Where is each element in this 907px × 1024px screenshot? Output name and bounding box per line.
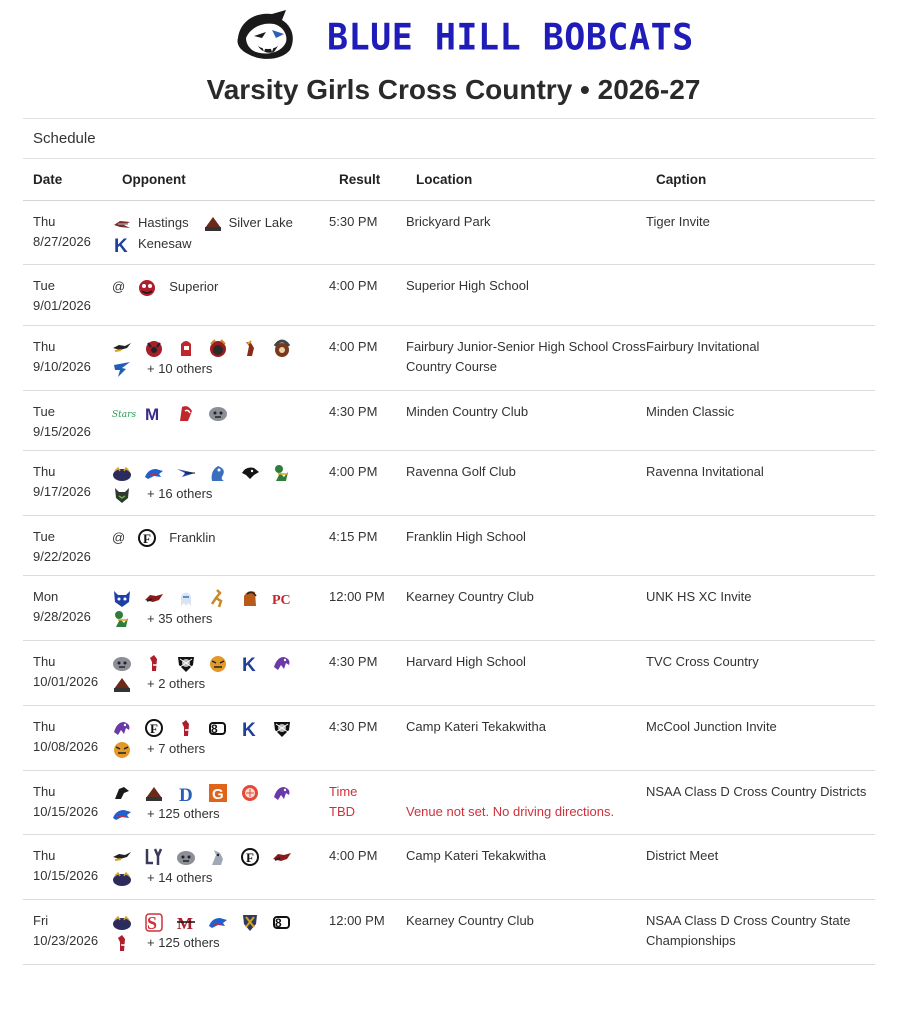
location-cell[interactable]: Franklin High School <box>406 529 526 544</box>
trojan-logo-icon[interactable] <box>240 588 260 608</box>
table-row[interactable] <box>23 835 875 900</box>
date-cell <box>23 391 112 450</box>
column-header-opponent: Opponent <box>122 172 186 187</box>
opponent-cell <box>112 451 329 515</box>
panther-black-logo-icon[interactable] <box>240 463 260 483</box>
column-header-result: Result <box>339 172 381 187</box>
result-time-label: Time <box>329 784 358 799</box>
opponent-line <box>112 911 329 932</box>
caption-cell: TVC Cross Country <box>646 654 759 669</box>
date-value: 8/27/2026 <box>33 233 91 249</box>
bearcat-logo-icon[interactable] <box>112 463 132 483</box>
bison-blue-logo-icon[interactable] <box>144 463 164 483</box>
warrior-head-red-logo-icon[interactable] <box>176 338 196 358</box>
svg-text:F: F <box>150 720 158 736</box>
result-cell: 4:30 PM <box>329 719 378 734</box>
column-header-caption: Caption <box>656 172 707 187</box>
silver-lake-logo-icon[interactable] <box>203 213 223 233</box>
caption-cell <box>646 265 875 325</box>
result-tbd-label: TBD <box>329 803 355 819</box>
opponent-cell <box>112 900 329 964</box>
dragon-purple-logo-icon[interactable] <box>112 718 132 738</box>
svg-text:M: M <box>177 913 194 933</box>
svg-text:8: 8 <box>211 721 218 736</box>
result-cell: 12:00 PM <box>329 913 385 928</box>
result-cell: 5:30 PM <box>329 214 378 229</box>
superior-logo-icon[interactable] <box>137 277 157 297</box>
b-black-logo-icon[interactable] <box>208 718 228 738</box>
m-red-logo-icon[interactable] <box>176 912 196 932</box>
opponent-line <box>112 846 329 867</box>
bearcat-logo-icon[interactable] <box>112 868 132 888</box>
k-blue-logo-icon[interactable] <box>240 718 260 741</box>
caption-cell: Minden Classic <box>646 404 735 419</box>
date-day: Tue <box>33 404 55 419</box>
svg-text:D: D <box>179 784 193 806</box>
result-cell: 4:30 PM <box>329 654 378 669</box>
opponent-cell <box>112 576 329 640</box>
svg-text:Stars: Stars <box>112 409 137 420</box>
irish-green-logo-icon[interactable] <box>272 463 292 483</box>
date-day: Thu <box>33 654 56 669</box>
other-opponents-link[interactable]: + 125 others <box>147 805 220 821</box>
location-cell <box>406 771 646 834</box>
other-opponents-link[interactable]: + 35 others <box>147 610 213 626</box>
location-cell[interactable]: Brickyard Park <box>406 214 491 229</box>
opponent-name-link[interactable]: Silver Lake <box>228 214 293 230</box>
opponent-line <box>112 782 329 806</box>
other-opponents-link[interactable]: + 14 others <box>147 869 213 885</box>
tiger-logo-icon[interactable] <box>112 739 132 759</box>
kenesaw-logo-icon[interactable] <box>112 234 132 257</box>
date-cell <box>23 265 112 325</box>
date-value: 9/17/2026 <box>33 483 91 499</box>
opponent-line <box>112 212 329 233</box>
cardinal-red-logo-icon[interactable] <box>144 653 164 673</box>
svg-text:K: K <box>242 719 256 741</box>
opponent-line <box>112 932 329 953</box>
table-row[interactable] <box>23 706 875 771</box>
date-value: 9/01/2026 <box>33 297 91 313</box>
date-cell <box>23 326 112 390</box>
date-value: 10/15/2026 <box>33 803 99 819</box>
date-value: 9/28/2026 <box>33 608 91 624</box>
svg-text:S: S <box>147 912 158 933</box>
table-row[interactable] <box>23 516 875 576</box>
opponent-line <box>112 738 329 759</box>
caption-cell: Fairbury Invitational <box>646 339 760 354</box>
s-red-logo-icon[interactable] <box>144 912 164 932</box>
date-cell <box>23 835 112 899</box>
opponent-cell <box>112 835 329 899</box>
other-opponents-link[interactable]: + 125 others <box>147 934 220 950</box>
date-value: 10/15/2026 <box>33 867 99 883</box>
ly-logo-icon[interactable] <box>144 847 164 867</box>
opponent-cell <box>112 201 329 264</box>
opponent-line <box>112 276 329 297</box>
date-value: 9/10/2026 <box>33 358 91 374</box>
table-body <box>23 201 875 965</box>
franklin-logo-icon[interactable] <box>240 847 260 867</box>
away-indicator: @ <box>112 529 126 545</box>
caption-cell: District Meet <box>646 848 719 863</box>
away-indicator: @ <box>112 278 126 294</box>
opponent-line <box>112 527 329 548</box>
pc-logo-icon[interactable] <box>272 588 292 608</box>
opponent-line <box>112 402 329 423</box>
other-opponents-link[interactable]: + 2 others <box>147 675 206 691</box>
bulldog-gray-logo-icon[interactable] <box>112 653 132 673</box>
opponent-line <box>112 803 329 824</box>
g-orange-logo-icon[interactable] <box>208 783 228 803</box>
date-cell <box>23 900 112 964</box>
date-day: Thu <box>33 848 56 863</box>
opponent-line <box>112 652 329 676</box>
date-value: 10/08/2026 <box>33 738 99 754</box>
svg-text:G: G <box>212 785 224 803</box>
opponent-cell <box>112 391 329 450</box>
falcon-blue-logo-icon[interactable] <box>112 359 132 379</box>
schedule-table <box>23 118 875 965</box>
b-black-logo-icon[interactable] <box>272 912 292 932</box>
silver-lake-logo-icon[interactable] <box>112 674 132 694</box>
location-cell[interactable]: Kearney Country Club <box>406 913 534 928</box>
script-green-logo-icon[interactable] <box>112 403 137 423</box>
date-value: 9/15/2026 <box>33 423 91 439</box>
date-day: Mon <box>33 589 59 604</box>
other-opponents-link[interactable]: + 10 others <box>147 360 213 376</box>
opponent-cell <box>112 641 329 705</box>
opponent-name-link[interactable]: Franklin <box>169 529 216 545</box>
bison-blue-logo-icon[interactable] <box>112 804 132 824</box>
raider-logo-icon[interactable] <box>176 653 196 673</box>
svg-text:M: M <box>145 404 160 424</box>
opponent-line <box>112 673 329 694</box>
wildcat-blue-logo-icon[interactable] <box>112 588 132 608</box>
location-cell[interactable]: Harvard High School <box>406 654 526 669</box>
svg-text:K: K <box>242 654 256 676</box>
location-cell[interactable]: Camp Kateri Tekakwitha <box>406 848 546 863</box>
location-cell[interactable]: Minden Country Club <box>406 404 529 419</box>
date-day: Thu <box>33 339 56 354</box>
date-cell <box>23 451 112 515</box>
opponent-cell <box>112 326 329 390</box>
opponent-name-link[interactable]: Hastings <box>138 214 189 230</box>
opponent-cell <box>112 706 329 770</box>
table-row[interactable] <box>23 451 875 516</box>
date-cell <box>23 771 112 834</box>
bulldog-gray-logo-icon[interactable] <box>176 847 196 867</box>
location-cell[interactable]: Ravenna Golf Club <box>406 464 516 479</box>
raider-logo-icon[interactable] <box>272 718 292 738</box>
franklin-logo-icon[interactable] <box>144 718 164 738</box>
result-cell <box>329 771 406 834</box>
bulldog-gray-logo-icon[interactable] <box>208 403 228 423</box>
opponent-name-link[interactable]: Superior <box>169 278 219 294</box>
dragon-blue-logo-icon[interactable] <box>208 463 228 483</box>
result-cell: 12:00 PM <box>329 589 385 604</box>
date-day: Thu <box>33 214 56 229</box>
location-cell[interactable]: Kearney Country Club <box>406 589 534 604</box>
warrior-red-logo-icon[interactable] <box>176 403 196 423</box>
result-cell: 4:00 PM <box>329 464 378 479</box>
page-header <box>0 0 907 62</box>
caption-cell: NSAA Class D Cross Country State Championships <box>646 913 851 948</box>
cardinal-red-logo-icon[interactable] <box>176 718 196 738</box>
caption-cell: NSAA Class D Cross Country Districts <box>646 784 867 799</box>
silver-lake-logo-icon[interactable] <box>144 783 164 803</box>
opponent-name-link[interactable]: Kenesaw <box>138 235 192 251</box>
opponent-line <box>112 337 329 358</box>
location-cell[interactable]: Camp Kateri Tekakwitha <box>406 719 546 734</box>
svg-text:F: F <box>143 530 152 546</box>
d-blue-logo-icon[interactable] <box>176 783 196 806</box>
runner-logo-icon[interactable] <box>208 588 228 608</box>
date-day: Tue <box>33 278 55 293</box>
m-purple-logo-icon[interactable] <box>144 403 164 423</box>
table-row[interactable] <box>23 900 875 965</box>
date-day: Fri <box>33 913 49 928</box>
result-cell: 4:00 PM <box>329 339 378 354</box>
result-cell: 4:00 PM <box>329 278 378 293</box>
svg-text:K: K <box>114 235 128 257</box>
opponent-line <box>112 483 329 504</box>
result-cell: 4:30 PM <box>329 404 378 419</box>
school-name: BLUE HILL BOBCATS <box>327 17 694 59</box>
headdress-red-logo-icon[interactable] <box>240 783 260 803</box>
other-opponents-link[interactable]: + 7 others <box>147 740 206 756</box>
date-cell <box>23 201 112 264</box>
tiger-logo-icon[interactable] <box>208 653 228 673</box>
svg-text:F: F <box>246 849 254 865</box>
k-blue-logo-icon[interactable] <box>240 653 260 676</box>
location-cell[interactable]: Fairbury Junior-Senior High School Cross Country Course <box>406 339 646 374</box>
wildcat-red-logo-icon[interactable] <box>144 338 164 358</box>
date-cell <box>23 576 112 640</box>
mustang-logo-icon[interactable] <box>112 847 132 867</box>
dragon-purple-logo-icon[interactable] <box>272 653 292 673</box>
date-day: Tue <box>33 529 55 544</box>
table-row[interactable] <box>23 771 875 835</box>
caption-cell: McCool Junction Invite <box>646 719 777 734</box>
result-cell: 4:00 PM <box>329 848 378 863</box>
caption-cell <box>646 516 875 575</box>
opponent-cell <box>112 265 329 325</box>
table-row[interactable] <box>23 265 875 326</box>
cardinal-logo-icon[interactable] <box>240 338 260 358</box>
date-day: Thu <box>33 719 56 734</box>
schedule-label: Schedule <box>23 118 875 159</box>
date-day: Thu <box>33 784 56 799</box>
date-day: Thu <box>33 464 56 479</box>
hastings-logo-icon[interactable] <box>112 213 132 233</box>
bison-blue-logo-icon[interactable] <box>208 912 228 932</box>
dragon-purple-logo-icon[interactable] <box>272 783 292 803</box>
headdress-logo-icon[interactable] <box>272 338 292 358</box>
mustang-black-logo-icon[interactable] <box>112 783 132 803</box>
date-value: 9/22/2026 <box>33 548 91 564</box>
caption-cell: UNK HS XC Invite <box>646 589 752 604</box>
other-opponents-link[interactable]: + 16 others <box>147 485 213 501</box>
table-row[interactable] <box>23 391 875 451</box>
opponent-cell <box>112 771 329 834</box>
opponent-line <box>112 867 329 888</box>
table-row[interactable] <box>23 576 875 641</box>
date-cell <box>23 516 112 575</box>
svg-text:PC: PC <box>272 592 291 608</box>
chief-head-logo-icon[interactable] <box>208 338 228 358</box>
bearcat-logo-icon[interactable] <box>112 912 132 932</box>
husker-logo-icon[interactable] <box>144 588 164 608</box>
date-cell <box>23 706 112 770</box>
franklin-logo-icon[interactable] <box>137 528 157 548</box>
jet-logo-icon[interactable] <box>176 463 196 483</box>
cardinal-red-logo-icon[interactable] <box>112 933 132 953</box>
opponent-line <box>112 233 329 257</box>
date-value: 10/23/2026 <box>33 932 99 948</box>
table-row[interactable] <box>23 326 875 391</box>
opponent-line <box>112 358 329 379</box>
opponent-line <box>112 608 329 629</box>
cat-gray-logo-icon[interactable] <box>208 847 228 867</box>
date-cell <box>23 641 112 705</box>
location-cell[interactable]: Superior High School <box>406 278 529 293</box>
ghost-logo-icon[interactable] <box>176 588 196 608</box>
bobcat-logo-icon <box>232 8 302 64</box>
opponent-cell <box>112 516 329 575</box>
svg-text:8: 8 <box>275 915 282 930</box>
column-header-date: Date <box>33 172 63 187</box>
table-row[interactable] <box>23 641 875 706</box>
shield-navy-logo-icon[interactable] <box>240 912 260 932</box>
caption-cell: Ravenna Invitational <box>646 464 764 479</box>
page-title: Varsity Girls Cross Country • 2026-27 <box>206 74 701 105</box>
opponent-line <box>112 587 329 608</box>
opponent-line <box>112 462 329 483</box>
location-warning: Venue not set. No driving directions. <box>406 803 615 819</box>
irish-green-logo-icon[interactable] <box>112 609 132 629</box>
table-header <box>23 159 875 201</box>
mustang-logo-icon[interactable] <box>112 338 132 358</box>
result-cell: 4:15 PM <box>329 529 378 544</box>
table-row[interactable] <box>23 201 875 265</box>
caption-cell: Tiger Invite <box>646 214 710 229</box>
opponent-line <box>112 717 329 741</box>
wolf-green-logo-icon[interactable] <box>112 484 132 504</box>
husker-logo-icon[interactable] <box>272 847 292 867</box>
date-value: 10/01/2026 <box>33 673 99 689</box>
column-header-location: Location <box>416 172 473 187</box>
